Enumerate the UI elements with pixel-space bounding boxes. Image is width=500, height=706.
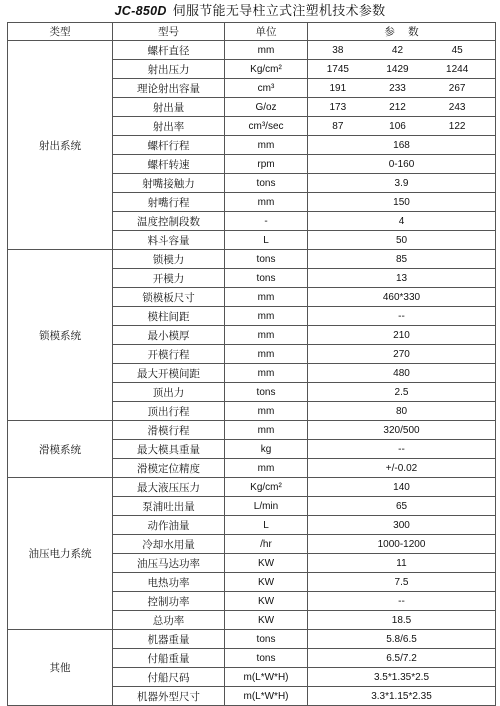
param-label: 温度控制段数: [113, 212, 225, 231]
param-value: 42: [391, 44, 404, 56]
param-value: 50: [308, 231, 496, 250]
param-values: [308, 60, 496, 79]
param-value: 1429: [386, 63, 409, 75]
param-value: 7.5: [308, 573, 496, 592]
param-unit: tons: [225, 174, 308, 193]
param-value: --: [308, 592, 496, 611]
param-value: 65: [308, 497, 496, 516]
param-label: 开模行程: [113, 345, 225, 364]
param-unit: mm: [225, 307, 308, 326]
param-label: 射嘴行程: [113, 193, 225, 212]
param-label: 模柱间距: [113, 307, 225, 326]
param-unit: mm: [225, 459, 308, 478]
param-label: 理论射出容量: [113, 79, 225, 98]
param-unit: /hr: [225, 535, 308, 554]
param-value: 320/500: [308, 421, 496, 440]
param-unit: tons: [225, 630, 308, 649]
param-value: 210: [308, 326, 496, 345]
param-value: 480: [308, 364, 496, 383]
param-values: [308, 98, 496, 117]
param-label: 泵浦吐出量: [113, 497, 225, 516]
header-params: 参 数: [308, 23, 496, 41]
param-label: 锁模力: [113, 250, 225, 269]
param-value: 4: [308, 212, 496, 231]
param-label: 最大开模间距: [113, 364, 225, 383]
param-value: 3.3*1.15*2.35: [308, 687, 496, 706]
table-row: [8, 478, 496, 497]
param-unit: mm: [225, 326, 308, 345]
param-value: 1745: [326, 63, 349, 75]
param-label: 冷却水用量: [113, 535, 225, 554]
param-label: 电热功率: [113, 573, 225, 592]
param-value: 5.8/6.5: [308, 630, 496, 649]
param-value: 3.9: [308, 174, 496, 193]
param-value: 191: [329, 82, 347, 94]
param-label: 螺杆直径: [113, 41, 225, 60]
table-row: [8, 41, 496, 60]
param-value: 6.5/7.2: [308, 649, 496, 668]
param-value: 150: [308, 193, 496, 212]
param-value: 2.5: [308, 383, 496, 402]
param-value: 11: [308, 554, 496, 573]
param-label: 螺杆行程: [113, 136, 225, 155]
param-label: 射嘴接触力: [113, 174, 225, 193]
header-model: 型号: [113, 23, 225, 41]
param-label: 射出量: [113, 98, 225, 117]
param-label: 付船尺码: [113, 668, 225, 687]
param-value: 45: [451, 44, 463, 56]
param-unit: -: [225, 212, 308, 231]
title-text: 伺服节能无导柱立式注塑机技术参数: [172, 4, 386, 19]
category-cell: 其他: [8, 630, 113, 706]
param-unit: Kg/cm²: [225, 60, 308, 79]
param-unit: mm: [225, 402, 308, 421]
param-unit: KW: [225, 554, 308, 573]
category-cell: 油压电力系统: [8, 478, 113, 630]
header-type: 类型: [8, 23, 113, 41]
param-unit: m(L*W*H): [225, 668, 308, 687]
spec-table: [7, 22, 496, 706]
param-value: 212: [389, 101, 406, 113]
table-row: [8, 250, 496, 269]
param-unit: L/min: [225, 497, 308, 516]
param-unit: m(L*W*H): [225, 687, 308, 706]
param-unit: KW: [225, 592, 308, 611]
table-row: [8, 421, 496, 440]
param-value: 140: [308, 478, 496, 497]
param-values: [308, 79, 496, 98]
param-value: 122: [448, 120, 466, 132]
param-unit: mm: [225, 364, 308, 383]
param-value: 460*330: [308, 288, 496, 307]
param-label: 付船重量: [113, 649, 225, 668]
param-values: [308, 41, 496, 60]
param-label: 机器重量: [113, 630, 225, 649]
model-code: JC-850D: [114, 4, 167, 18]
param-label: 机器外型尺寸: [113, 687, 225, 706]
param-value: --: [308, 307, 496, 326]
param-unit: KW: [225, 611, 308, 630]
param-label: 顶出力: [113, 383, 225, 402]
param-unit: KW: [225, 573, 308, 592]
param-unit: mm: [225, 136, 308, 155]
param-label: 顶出行程: [113, 402, 225, 421]
page-title: [0, 0, 500, 22]
param-value: 38: [332, 44, 344, 56]
param-value: 267: [448, 82, 466, 94]
param-unit: tons: [225, 383, 308, 402]
param-unit: kg: [225, 440, 308, 459]
param-label: 锁模板尺寸: [113, 288, 225, 307]
param-value: 233: [389, 82, 406, 94]
param-value: 18.5: [308, 611, 496, 630]
param-label: 料斗容量: [113, 231, 225, 250]
param-value: 87: [332, 120, 344, 132]
param-value: 173: [329, 101, 347, 113]
param-value: 0-160: [308, 155, 496, 174]
param-value: 1244: [446, 63, 469, 75]
param-unit: tons: [225, 649, 308, 668]
param-values: [308, 117, 496, 136]
category-cell: 锁模系统: [8, 250, 113, 421]
param-label: 射出压力: [113, 60, 225, 79]
param-value: 270: [308, 345, 496, 364]
param-value: --: [308, 440, 496, 459]
param-unit: mm: [225, 41, 308, 60]
param-label: 控制功率: [113, 592, 225, 611]
param-label: 油压马达功率: [113, 554, 225, 573]
param-unit: L: [225, 516, 308, 535]
param-unit: Kg/cm²: [225, 478, 308, 497]
param-label: 最大液压压力: [113, 478, 225, 497]
param-label: 开模力: [113, 269, 225, 288]
param-unit: tons: [225, 269, 308, 288]
category-cell: 射出系统: [8, 41, 113, 250]
param-value: 300: [308, 516, 496, 535]
param-unit: mm: [225, 193, 308, 212]
param-label: 最大模具重量: [113, 440, 225, 459]
param-value: +/-0.02: [308, 459, 496, 478]
param-value: 243: [448, 101, 466, 113]
param-unit: G/oz: [225, 98, 308, 117]
param-value: 106: [389, 120, 406, 132]
param-unit: cm³: [225, 79, 308, 98]
param-unit: cm³/sec: [225, 117, 308, 136]
param-value: 1000-1200: [308, 535, 496, 554]
param-label: 螺杆转速: [113, 155, 225, 174]
param-label: 射出率: [113, 117, 225, 136]
param-unit: mm: [225, 345, 308, 364]
param-label: 滑模定位精度: [113, 459, 225, 478]
param-label: 总功率: [113, 611, 225, 630]
param-value: 168: [308, 136, 496, 155]
category-cell: 滑模系统: [8, 421, 113, 478]
param-value: 13: [308, 269, 496, 288]
param-value: 80: [308, 402, 496, 421]
param-unit: mm: [225, 288, 308, 307]
header-unit: 单位: [225, 23, 308, 41]
param-unit: mm: [225, 421, 308, 440]
param-unit: L: [225, 231, 308, 250]
table-row: [8, 630, 496, 649]
param-label: 滑模行程: [113, 421, 225, 440]
param-unit: rpm: [225, 155, 308, 174]
param-value: 3.5*1.35*2.5: [308, 668, 496, 687]
param-value: 85: [308, 250, 496, 269]
param-label: 动作油量: [113, 516, 225, 535]
param-unit: tons: [225, 250, 308, 269]
header-row: [8, 23, 496, 41]
param-label: 最小模厚: [113, 326, 225, 345]
